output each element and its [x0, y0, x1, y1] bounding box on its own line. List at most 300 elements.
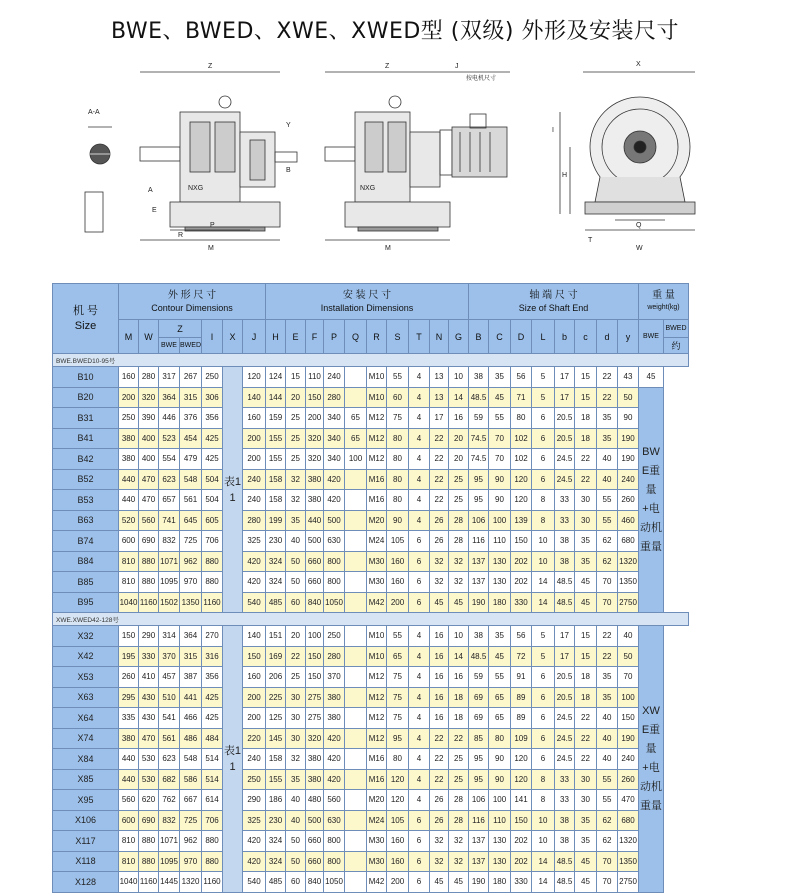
value-cell: 18	[575, 687, 597, 708]
value-cell: 105	[387, 531, 409, 552]
value-cell	[345, 687, 367, 708]
col-c: C	[489, 320, 511, 354]
value-cell: 762	[159, 790, 180, 811]
value-cell: 13	[430, 387, 449, 408]
value-cell: 315	[180, 387, 202, 408]
value-cell: 69	[469, 687, 489, 708]
value-cell: 22	[575, 749, 597, 770]
value-cell: 130	[489, 831, 511, 852]
value-cell: 26	[430, 531, 449, 552]
value-cell: 150	[306, 667, 324, 688]
value-cell: 14	[449, 387, 469, 408]
value-cell: 356	[202, 408, 223, 429]
table-row	[53, 769, 689, 790]
value-cell: 28	[449, 510, 469, 531]
value-cell: 22	[575, 728, 597, 749]
value-cell: 116	[469, 810, 489, 831]
value-cell: 190	[618, 728, 639, 749]
value-cell: 380	[324, 708, 345, 729]
value-cell: 200	[243, 449, 266, 470]
value-cell: 70	[597, 872, 618, 893]
value-cell: 6	[532, 728, 555, 749]
value-cell: 800	[324, 831, 345, 852]
value-cell	[345, 728, 367, 749]
value-cell: 250	[119, 408, 139, 429]
col-w: W	[139, 320, 159, 354]
table-row	[53, 851, 689, 872]
value-cell	[345, 531, 367, 552]
value-cell: 280	[243, 510, 266, 531]
value-cell: 137	[469, 851, 489, 872]
value-cell: 690	[139, 810, 159, 831]
value-cell: 32	[430, 551, 449, 572]
value-cell: M12	[367, 408, 387, 429]
value-cell: 48.5	[555, 572, 575, 593]
value-cell: 95	[469, 490, 489, 511]
value-cell	[345, 387, 367, 408]
value-cell: 457	[159, 667, 180, 688]
value-cell: 35	[489, 626, 511, 647]
value-cell: 548	[180, 469, 202, 490]
value-cell: 33	[555, 769, 575, 790]
value-cell: 130	[489, 551, 511, 572]
value-cell: 324	[266, 851, 286, 872]
col-x: X	[223, 320, 243, 354]
value-cell: 810	[119, 851, 139, 872]
value-cell: 17	[430, 408, 449, 429]
value-cell: 810	[119, 831, 139, 852]
value-cell: 150	[618, 708, 639, 729]
value-cell: 200	[306, 408, 324, 429]
value-cell: 660	[306, 831, 324, 852]
value-cell	[345, 872, 367, 893]
value-cell	[345, 831, 367, 852]
value-cell: 420	[243, 572, 266, 593]
value-cell: 682	[159, 769, 180, 790]
value-cell: M30	[367, 572, 387, 593]
value-cell: 5	[532, 387, 555, 408]
b-label: B	[286, 167, 291, 174]
value-cell: 16	[449, 667, 469, 688]
value-cell: 30	[286, 728, 306, 749]
value-cell: 35	[597, 428, 618, 449]
value-cell: 158	[266, 490, 286, 511]
value-cell: 380	[119, 728, 139, 749]
value-cell: 364	[159, 387, 180, 408]
value-cell: 530	[139, 749, 159, 770]
dimension-drawings	[40, 52, 750, 264]
table-row	[53, 626, 689, 647]
nxg-label-2: NXG	[360, 185, 376, 192]
value-cell: 169	[266, 646, 286, 667]
model-cell: X84	[53, 749, 119, 770]
table-row	[53, 469, 689, 490]
value-cell: 45	[430, 872, 449, 893]
value-cell: 4	[409, 769, 430, 790]
value-cell: 1445	[159, 872, 180, 893]
value-cell: 25	[286, 449, 306, 470]
value-cell: M10	[367, 626, 387, 647]
value-cell: 561	[180, 490, 202, 511]
value-cell: 59	[469, 667, 489, 688]
value-cell: 200	[243, 428, 266, 449]
value-cell: 275	[306, 708, 324, 729]
value-cell: 280	[324, 387, 345, 408]
value-cell: 840	[306, 592, 324, 613]
value-cell: 95	[387, 728, 409, 749]
value-cell: 4	[409, 667, 430, 688]
value-cell: 6	[532, 469, 555, 490]
value-cell: 320	[306, 728, 324, 749]
value-cell: 680	[618, 531, 639, 552]
value-cell: 180	[489, 872, 511, 893]
value-cell: 137	[469, 831, 489, 852]
value-cell: 17	[555, 646, 575, 667]
col-g: G	[449, 320, 469, 354]
value-cell: M12	[367, 428, 387, 449]
value-cell: 725	[180, 810, 202, 831]
value-cell: 48.5	[555, 872, 575, 893]
e-label: E	[152, 207, 157, 214]
value-cell: 380	[306, 769, 324, 790]
value-cell: 560	[139, 510, 159, 531]
table-row	[53, 572, 689, 593]
table-row	[53, 708, 689, 729]
value-cell: 116	[469, 531, 489, 552]
value-cell	[345, 469, 367, 490]
value-cell: 141	[511, 790, 532, 811]
section-label: XWE.XWED42-128号	[53, 613, 689, 626]
value-cell: 74.5	[469, 449, 489, 470]
value-cell: 500	[306, 531, 324, 552]
value-cell: 45	[575, 851, 597, 872]
value-cell: 202	[511, 851, 532, 872]
value-cell: 420	[324, 769, 345, 790]
value-cell: 140	[243, 626, 266, 647]
value-cell: 22	[430, 728, 449, 749]
value-cell: 706	[202, 531, 223, 552]
value-cell: 25	[449, 769, 469, 790]
value-cell: 22	[575, 469, 597, 490]
value-cell: 1502	[159, 592, 180, 613]
value-cell: 190	[618, 449, 639, 470]
value-cell: 20.5	[555, 408, 575, 429]
value-cell: 4	[409, 749, 430, 770]
value-cell: 32	[449, 831, 469, 852]
value-cell: 22	[597, 646, 618, 667]
value-cell: 190	[618, 428, 639, 449]
value-cell: 200	[387, 872, 409, 893]
value-cell: 2750	[618, 872, 639, 893]
value-cell: 38	[555, 551, 575, 572]
value-cell: 125	[266, 708, 286, 729]
value-cell	[345, 790, 367, 811]
value-cell: M12	[367, 449, 387, 470]
value-cell: 380	[306, 469, 324, 490]
value-cell: 420	[324, 749, 345, 770]
value-cell: 80	[511, 408, 532, 429]
value-cell: 800	[324, 551, 345, 572]
table-row	[53, 428, 689, 449]
model-cell: B41	[53, 428, 119, 449]
value-cell: 425	[202, 708, 223, 729]
value-cell: 160	[387, 831, 409, 852]
value-cell: 410	[139, 667, 159, 688]
value-cell: 40	[286, 790, 306, 811]
value-cell: 380	[306, 749, 324, 770]
model-cell: X42	[53, 646, 119, 667]
value-cell: 13	[430, 367, 449, 388]
value-cell: 55	[489, 667, 511, 688]
value-cell: 540	[243, 872, 266, 893]
table-row	[53, 531, 689, 552]
value-cell: 1040	[119, 592, 139, 613]
weight-header: 重 量 weight(kg)	[639, 284, 689, 320]
value-cell: 387	[180, 667, 202, 688]
value-cell: 60	[286, 872, 306, 893]
value-cell: 8	[532, 510, 555, 531]
value-cell: 18	[575, 667, 597, 688]
h-label: H	[562, 172, 568, 179]
col-b: B	[469, 320, 489, 354]
value-cell: 16	[430, 626, 449, 647]
value-cell: 364	[180, 626, 202, 647]
value-cell: 40	[597, 728, 618, 749]
value-cell: 16	[430, 687, 449, 708]
model-cell: B85	[53, 572, 119, 593]
value-cell: 554	[159, 449, 180, 470]
value-cell: 50	[286, 831, 306, 852]
value-cell: 230	[266, 531, 286, 552]
value-cell	[345, 810, 367, 831]
value-cell: 20	[286, 387, 306, 408]
value-cell: 14	[532, 851, 555, 872]
value-cell: 485	[266, 592, 286, 613]
value-cell: 317	[159, 367, 180, 388]
value-cell: 50	[286, 572, 306, 593]
table-row	[53, 367, 689, 388]
value-cell: 14	[532, 572, 555, 593]
value-cell: 240	[618, 469, 639, 490]
value-cell: 145	[266, 728, 286, 749]
value-cell: 80	[387, 749, 409, 770]
value-cell: M30	[367, 831, 387, 852]
value-cell: 150	[119, 626, 139, 647]
value-cell: 484	[202, 728, 223, 749]
value-cell: 110	[489, 810, 511, 831]
value-cell: 330	[511, 592, 532, 613]
table-row	[53, 490, 689, 511]
table-row	[53, 728, 689, 749]
value-cell: 25	[286, 428, 306, 449]
value-cell: 1095	[159, 572, 180, 593]
value-cell: 55	[597, 510, 618, 531]
value-cell: 144	[266, 387, 286, 408]
value-cell: 75	[387, 408, 409, 429]
value-cell: 137	[469, 551, 489, 572]
col-l: L	[532, 320, 555, 354]
table-row	[53, 510, 689, 531]
value-cell: 158	[266, 469, 286, 490]
value-cell: 486	[180, 728, 202, 749]
value-cell: 1040	[119, 872, 139, 893]
value-cell: 340	[324, 408, 345, 429]
value-cell: 962	[180, 551, 202, 572]
value-cell: 25	[286, 667, 306, 688]
table-row	[53, 408, 689, 429]
col-c-small: c	[575, 320, 597, 354]
value-cell: 1320	[618, 831, 639, 852]
value-cell: 106	[469, 790, 489, 811]
value-cell: 100	[345, 449, 367, 470]
value-cell: 810	[119, 551, 139, 572]
value-cell: 45	[575, 592, 597, 613]
value-cell: 45	[449, 592, 469, 613]
value-cell: 6	[409, 572, 430, 593]
value-cell: 56	[511, 626, 532, 647]
value-cell: 38	[555, 531, 575, 552]
j-label: J	[455, 63, 459, 70]
value-cell: 1320	[180, 872, 202, 893]
value-cell: 15	[575, 646, 597, 667]
value-cell: 28	[449, 810, 469, 831]
value-cell: 65	[345, 408, 367, 429]
value-cell: 55	[489, 408, 511, 429]
value-cell: 30	[575, 490, 597, 511]
value-cell: 75	[387, 667, 409, 688]
value-cell	[345, 749, 367, 770]
value-cell: 90	[489, 490, 511, 511]
value-cell: 55	[597, 769, 618, 790]
value-cell: 4	[409, 728, 430, 749]
value-cell: 520	[119, 510, 139, 531]
value-cell: 15	[575, 626, 597, 647]
value-cell: 25	[449, 490, 469, 511]
value-cell: 59	[469, 408, 489, 429]
table-row	[53, 592, 689, 613]
model-cell: X53	[53, 667, 119, 688]
value-cell: 62	[597, 531, 618, 552]
model-cell: B52	[53, 469, 119, 490]
value-cell: M24	[367, 531, 387, 552]
value-cell: 32	[430, 831, 449, 852]
value-cell: 6	[532, 449, 555, 470]
value-cell: 150	[306, 646, 324, 667]
model-cell: X106	[53, 810, 119, 831]
col-z-bwe: BWE	[159, 338, 180, 354]
value-cell: 30	[575, 510, 597, 531]
value-cell: 440	[119, 769, 139, 790]
value-cell: 420	[243, 851, 266, 872]
value-cell: 6	[532, 667, 555, 688]
value-cell: 60	[286, 592, 306, 613]
value-cell: 1320	[618, 551, 639, 572]
value-cell: 466	[180, 708, 202, 729]
value-cell: 18	[575, 408, 597, 429]
value-cell: 150	[306, 387, 324, 408]
value-cell: 139	[511, 510, 532, 531]
value-cell: 1160	[202, 592, 223, 613]
value-cell: 6	[532, 708, 555, 729]
value-cell: 22	[575, 449, 597, 470]
value-cell: 690	[139, 531, 159, 552]
value-cell: 260	[618, 769, 639, 790]
value-cell: 6	[409, 831, 430, 852]
model-cell: B95	[53, 592, 119, 613]
value-cell: 186	[266, 790, 286, 811]
value-cell: 380	[324, 687, 345, 708]
value-cell: 15	[286, 367, 306, 388]
value-cell: 24.5	[555, 749, 575, 770]
value-cell	[345, 551, 367, 572]
m-label-2: M	[385, 245, 391, 252]
value-cell: 33	[555, 510, 575, 531]
col-weight-bwed: BWED	[664, 320, 689, 338]
value-cell: 70	[489, 428, 511, 449]
value-cell: 45	[449, 872, 469, 893]
value-cell: 30	[575, 769, 597, 790]
col-p: P	[324, 320, 345, 354]
value-cell: 105	[387, 810, 409, 831]
value-cell: 70	[618, 667, 639, 688]
value-cell: 80	[387, 490, 409, 511]
value-cell: 4	[409, 449, 430, 470]
value-cell: 970	[180, 851, 202, 872]
value-cell: 90	[489, 769, 511, 790]
value-cell	[345, 626, 367, 647]
value-cell: 1071	[159, 831, 180, 852]
value-cell: 6	[532, 749, 555, 770]
value-cell: 16	[449, 408, 469, 429]
value-cell: 250	[202, 367, 223, 388]
value-cell: 22	[430, 469, 449, 490]
value-cell: 1071	[159, 551, 180, 572]
value-cell: 120	[511, 469, 532, 490]
value-cell: 275	[306, 687, 324, 708]
value-cell: 586	[180, 769, 202, 790]
value-cell: 91	[511, 667, 532, 688]
value-cell: 20.5	[555, 687, 575, 708]
value-cell: 45	[575, 872, 597, 893]
weight-note-cell: BWE重量+电动机重量	[639, 387, 664, 613]
value-cell: 28	[449, 531, 469, 552]
value-cell: 80	[489, 728, 511, 749]
value-cell: 6	[409, 872, 430, 893]
model-cell: B63	[53, 510, 119, 531]
value-cell: 25	[286, 408, 306, 429]
value-cell: 22	[430, 769, 449, 790]
value-cell: 380	[119, 428, 139, 449]
value-cell: 17	[555, 367, 575, 388]
motor-size-label: 按电机尺寸	[466, 76, 497, 82]
value-cell: 206	[266, 667, 286, 688]
value-cell: 832	[159, 531, 180, 552]
value-cell: 45	[489, 387, 511, 408]
value-cell: M12	[367, 667, 387, 688]
value-cell: 90	[489, 749, 511, 770]
value-cell: 523	[159, 428, 180, 449]
value-cell: M30	[367, 551, 387, 572]
value-cell: 315	[180, 646, 202, 667]
value-cell: 1350	[618, 572, 639, 593]
value-cell: 1350	[618, 851, 639, 872]
value-cell: 70	[597, 851, 618, 872]
p-label: P	[210, 222, 215, 229]
value-cell: 6	[409, 851, 430, 872]
value-cell	[345, 667, 367, 688]
value-cell: 80	[387, 428, 409, 449]
value-cell: 20	[286, 626, 306, 647]
